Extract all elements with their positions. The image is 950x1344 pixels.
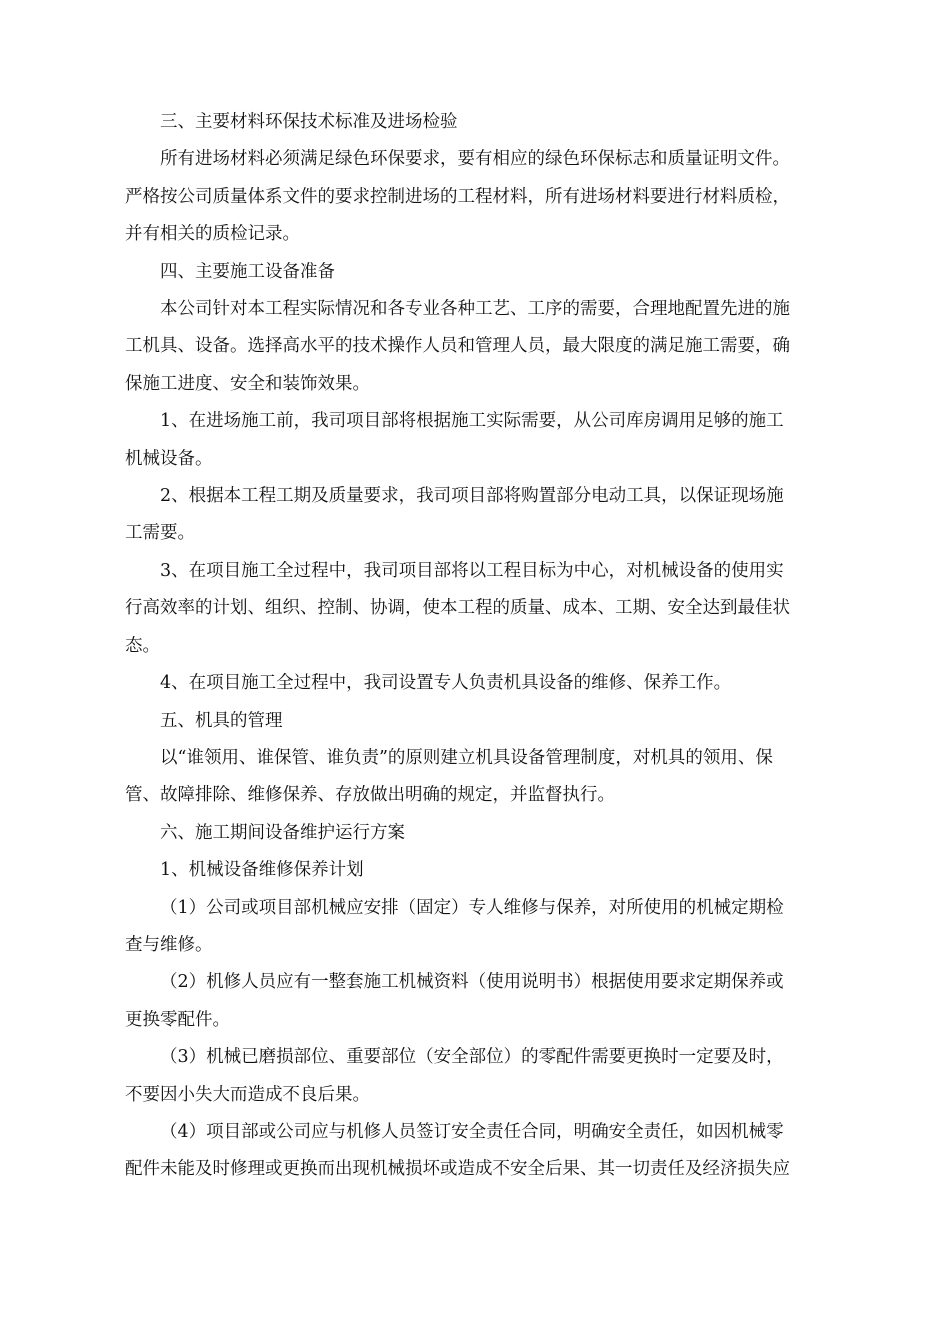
text-line: 保施工进度、安全和装饰效果。 bbox=[125, 373, 370, 394]
text-line: （2）机修人员应有一整套施工机械资料（使用说明书）根据使用要求定期保养或 bbox=[160, 972, 784, 993]
paragraph-h3 bbox=[125, 104, 830, 141]
text-line: 五、机具的管理 bbox=[160, 710, 283, 731]
paragraph-p10 bbox=[125, 1039, 830, 1114]
text-line: 机械设备。 bbox=[125, 448, 213, 469]
paragraph-p1 bbox=[125, 141, 830, 253]
text-line: 3、在项目施工全过程中，我司项目部将以工程目标为中心，对机械设备的使用实 bbox=[160, 560, 784, 581]
paragraph-p6 bbox=[125, 665, 830, 702]
text-line: 行高效率的计划、组织、控制、协调，使本工程的质量、成本、工期、安全达到最佳状 bbox=[125, 598, 790, 619]
text-line: 1、机械设备维修保养计划 bbox=[160, 860, 364, 881]
text-line: 以“谁领用、谁保管、谁负责”的原则建立机具设备管理制度，对机具的领用、保 bbox=[160, 747, 773, 768]
text-line: 不要因小失大而造成不良后果。 bbox=[125, 1084, 370, 1105]
document-page bbox=[125, 104, 830, 1189]
text-line: （3）机械已磨损部位、重要部位（安全部位）的零配件需要更换时一定要及时， bbox=[160, 1047, 784, 1068]
paragraph-h5 bbox=[125, 703, 830, 740]
text-line: 2、根据本工程工期及质量要求，我司项目部将购置部分电动工具，以保证现场施 bbox=[160, 486, 784, 507]
paragraph-p4 bbox=[125, 478, 830, 553]
paragraph-h4 bbox=[125, 254, 830, 291]
text-line: 工机具、设备。选择高水平的技术操作人员和管理人员，最大限度的满足施工需要，确 bbox=[125, 336, 790, 357]
text-line: 所有进场材料必须满足绿色环保要求，要有相应的绿色环保标志和质量证明文件。 bbox=[160, 149, 790, 170]
text-line: 本公司针对本工程实际情况和各专业各种工艺、工序的需要，合理地配置先进的施 bbox=[160, 299, 790, 320]
paragraph-p9 bbox=[125, 964, 830, 1039]
text-line: 六、施工期间设备维护运行方案 bbox=[160, 822, 405, 843]
text-line: 管、故障排除、维修保养、存放做出明确的规定，并监督执行。 bbox=[125, 785, 615, 806]
text-line: 三、主要材料环保技术标准及进场检验 bbox=[160, 112, 458, 132]
text-line: 查与维修。 bbox=[125, 934, 213, 955]
paragraph-p7 bbox=[125, 740, 830, 815]
text-line: 并有相关的质检记录。 bbox=[125, 224, 300, 245]
text-line: 四、主要施工设备准备 bbox=[160, 261, 335, 282]
text-line: （1）公司或项目部机械应安排（固定）专人维修与保养，对所使用的机械定期检 bbox=[160, 897, 784, 918]
paragraph-p5 bbox=[125, 553, 830, 665]
text-line: 配件未能及时修理或更换而出现机械损坏或造成不安全后果、其一切责任及经济损失应 bbox=[125, 1159, 790, 1180]
text-line: 严格按公司质量体系文件的要求控制进场的工程材料，所有进场材料要进行材料质检， bbox=[125, 186, 790, 207]
text-line: 更换零配件。 bbox=[125, 1009, 230, 1030]
paragraph-p8 bbox=[125, 890, 830, 965]
text-line: 1、在进场施工前，我司项目部将根据施工实际需要，从公司库房调用足够的施工 bbox=[160, 411, 784, 432]
text-line: （4）项目部或公司应与机修人员签订安全责任合同，明确安全责任，如因机械零 bbox=[160, 1121, 784, 1142]
paragraph-p3 bbox=[125, 403, 830, 478]
paragraph-p2 bbox=[125, 291, 830, 403]
paragraph-p11 bbox=[125, 1114, 830, 1189]
text-line: 态。 bbox=[125, 635, 160, 656]
text-line: 4、在项目施工全过程中，我司设置专人负责机具设备的维修、保养工作。 bbox=[160, 673, 732, 694]
text-line: 工需要。 bbox=[125, 523, 195, 544]
paragraph-h6-1 bbox=[125, 852, 830, 889]
paragraph-h6 bbox=[125, 815, 830, 852]
